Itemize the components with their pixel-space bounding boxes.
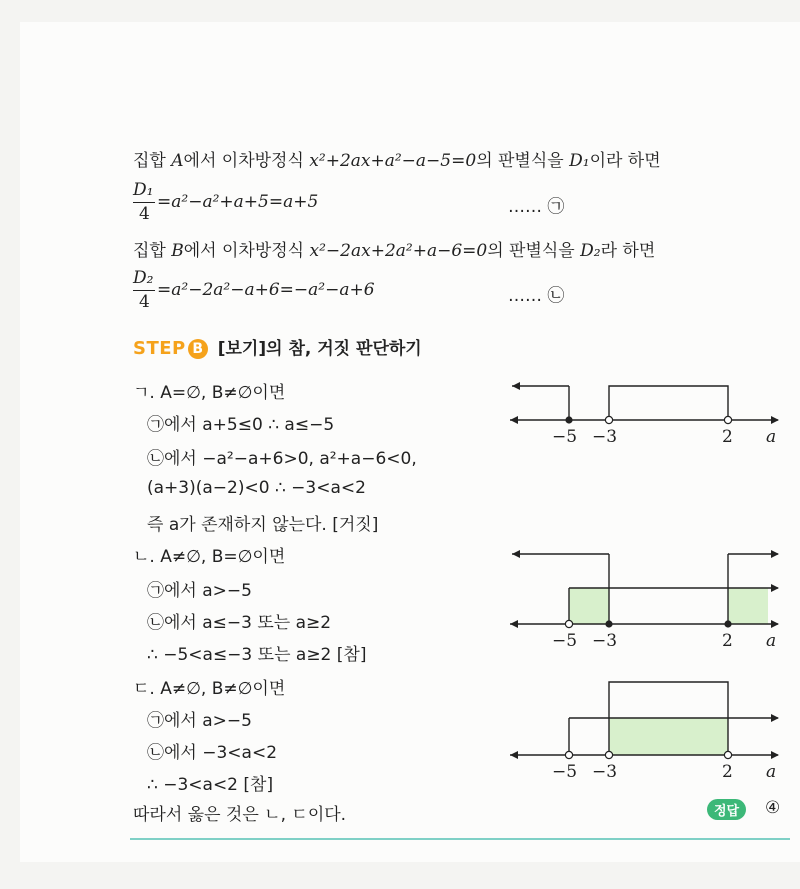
point-closed — [565, 416, 572, 423]
step-badge: B — [188, 339, 208, 359]
item-g-line-1: ㄱ. A=∅, B≠∅이면 — [133, 383, 286, 403]
point-open — [565, 751, 572, 758]
axis-left-arrow — [510, 416, 518, 424]
step-header — [133, 334, 422, 359]
set-a: A — [171, 151, 184, 171]
text: 에서 이차방정식 — [183, 241, 310, 261]
conclusion: 따라서 옳은 것은 ㄴ, ㄷ이다. — [133, 805, 347, 825]
step-label: STEP — [133, 338, 186, 359]
item-d-line-2: ㉠에서 a>−5 — [147, 711, 252, 731]
solution-region — [609, 718, 728, 755]
tag-2: …… ㉡ — [508, 286, 565, 306]
text: 라 하면 — [600, 241, 656, 261]
point-open — [724, 751, 731, 758]
item-d-line-4: ∴ −3<a<2 [참] — [147, 775, 274, 795]
item-n-line-3: ㉡에서 a≤−3 또는 a≥2 — [147, 613, 332, 633]
point-open — [565, 620, 572, 627]
number-line-2 — [500, 544, 790, 649]
text: 에서 이차방정식 — [183, 151, 310, 171]
item-d-line-3: ㉡에서 −3<a<2 — [147, 743, 278, 763]
answer-badge: 정답 — [707, 799, 746, 820]
axis-variable: a — [766, 762, 777, 782]
number-line-3 — [500, 674, 790, 782]
point-open — [724, 416, 731, 423]
region-b-box — [609, 386, 728, 420]
axis-variable: a — [766, 631, 777, 651]
discriminant-d1: D₁ — [569, 151, 590, 171]
equation-b: x²−2ax+2a²+a−6=0 — [309, 241, 488, 261]
tick-label-2: 2 — [722, 427, 733, 447]
fraction-numerator: D₁ — [133, 180, 154, 200]
text: 집합 — [133, 151, 172, 171]
point-open — [605, 416, 612, 423]
tick-label-neg3: −3 — [592, 631, 618, 651]
region-a-arrow — [512, 382, 520, 390]
item-g-line-4: (a+3)(a−2)<0 ∴ −3<a<2 — [147, 478, 366, 498]
tick-label-neg5: −5 — [552, 762, 578, 782]
step-title: [보기]의 참, 거짓 판단하기 — [217, 339, 422, 359]
item-g-line-3: ㉡에서 −a²−a+6>0, a²+a−6<0, — [147, 449, 417, 469]
discriminant-d2: D₂ — [580, 241, 601, 261]
tick-label-2: 2 — [722, 762, 733, 782]
tick-label-neg5: −5 — [552, 631, 578, 651]
text: 의 판별식을 — [487, 241, 581, 261]
tick-label-neg3: −3 — [592, 762, 618, 782]
fraction-rest: =a²−2a²−a+6=−a²−a+6 — [157, 280, 375, 300]
divider — [130, 838, 790, 840]
point-closed — [605, 620, 612, 627]
number-line-1 — [500, 378, 790, 450]
item-g-line-2: ㉠에서 a+5≤0 ∴ a≤−5 — [147, 415, 335, 435]
point-closed — [724, 620, 731, 627]
fraction-bar — [133, 290, 155, 291]
point-open — [605, 751, 612, 758]
fraction-bar — [133, 202, 155, 203]
answer-number: ④ — [765, 798, 781, 818]
fraction-denominator: 4 — [139, 292, 150, 312]
tick-label-neg5: −5 — [552, 427, 578, 447]
fraction-denominator: 4 — [139, 204, 150, 224]
fraction-rest: =a²−a²+a+5=a+5 — [157, 192, 319, 212]
text: 집합 — [133, 241, 172, 261]
tag-1: …… ㉠ — [508, 197, 565, 217]
item-n-line-4: ∴ −5<a≤−3 또는 a≥2 [참] — [147, 645, 367, 665]
text: 이라 하면 — [589, 151, 661, 171]
tick-label-2: 2 — [722, 631, 733, 651]
solution-region-2 — [728, 588, 768, 624]
intro-line-1 — [133, 146, 661, 171]
fraction-numerator: D₂ — [133, 268, 154, 288]
item-d-line-1: ㄷ. A≠∅, B≠∅이면 — [133, 679, 286, 699]
equation-a: x²+2ax+a²−a−5=0 — [309, 151, 477, 171]
tick-label-neg3: −3 — [592, 427, 618, 447]
set-b: B — [171, 241, 184, 261]
axis-variable: a — [766, 427, 777, 447]
text: 의 판별식을 — [476, 151, 570, 171]
axis-left-arrow — [510, 620, 518, 628]
region-b-left-arrow — [512, 550, 520, 558]
item-n-line-1: ㄴ. A≠∅, B=∅이면 — [133, 547, 286, 567]
item-g-line-5: 즉 a가 존재하지 않는다. [거짓] — [147, 515, 379, 535]
intro-line-2 — [133, 236, 655, 261]
solution-region-1 — [569, 588, 609, 624]
axis-left-arrow — [510, 751, 518, 759]
item-n-line-2: ㉠에서 a>−5 — [147, 581, 252, 601]
